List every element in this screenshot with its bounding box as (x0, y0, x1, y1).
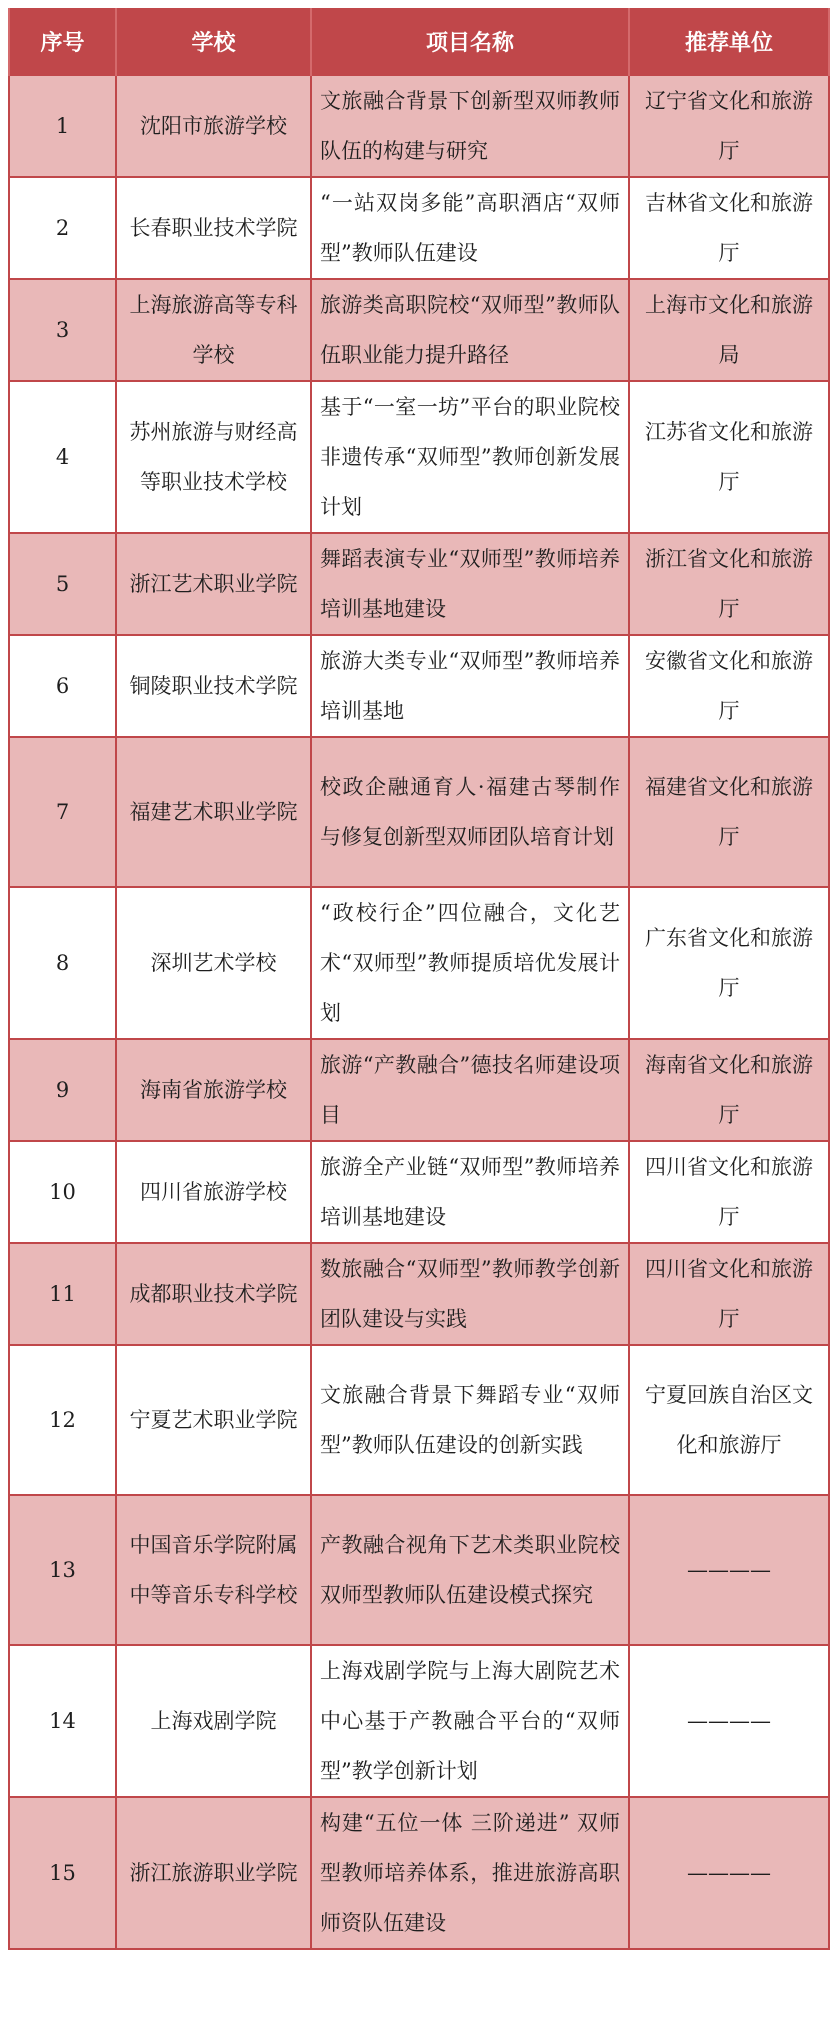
cell-project: 文旅融合背景下舞蹈专业“双师型”教师队伍建设的创新实践 (311, 1345, 629, 1495)
cell-project: 构建“五位一体 三阶递进” 双师型教师培养体系，推进旅游高职师资队伍建设 (311, 1797, 629, 1949)
cell-no: 4 (9, 381, 116, 533)
cell-unit: 吉林省文化和旅游厅 (629, 177, 829, 279)
cell-no: 3 (9, 279, 116, 381)
cell-no: 1 (9, 75, 116, 177)
cell-no: 15 (9, 1797, 116, 1949)
cell-project: “一站双岗多能”高职酒店“双师型”教师队伍建设 (311, 177, 629, 279)
table-row (9, 75, 829, 177)
table-row (9, 279, 829, 381)
cell-no: 10 (9, 1141, 116, 1243)
cell-project: 旅游全产业链“双师型”教师培养培训基地建设 (311, 1141, 629, 1243)
header-project: 项目名称 (311, 8, 629, 75)
cell-unit: 海南省文化和旅游厅 (629, 1039, 829, 1141)
cell-school: 浙江旅游职业学院 (116, 1797, 311, 1949)
cell-project: 上海戏剧学院与上海大剧院艺术中心基于产教融合平台的“双师型”教学创新计划 (311, 1645, 629, 1797)
cell-unit: 福建省文化和旅游厅 (629, 737, 829, 887)
cell-no: 9 (9, 1039, 116, 1141)
table-row (9, 1645, 829, 1797)
cell-unit: 浙江省文化和旅游厅 (629, 533, 829, 635)
cell-school: 铜陵职业技术学院 (116, 635, 311, 737)
table-row (9, 533, 829, 635)
cell-project: 产教融合视角下艺术类职业院校双师型教师队伍建设模式探究 (311, 1495, 629, 1645)
cell-school: 上海旅游高等专科学校 (116, 279, 311, 381)
cell-unit: 四川省文化和旅游厅 (629, 1141, 829, 1243)
cell-unit: 上海市文化和旅游局 (629, 279, 829, 381)
cell-unit: 四川省文化和旅游厅 (629, 1243, 829, 1345)
cell-project: 旅游“产教融合”德技名师建设项目 (311, 1039, 629, 1141)
cell-school: 沈阳市旅游学校 (116, 75, 311, 177)
table-row (9, 1495, 829, 1645)
cell-school: 四川省旅游学校 (116, 1141, 311, 1243)
table-row (9, 737, 829, 887)
cell-project: 旅游类高职院校“双师型”教师队伍职业能力提升路径 (311, 279, 629, 381)
cell-no: 6 (9, 635, 116, 737)
cell-project: 基于“一室一坊”平台的职业院校非遗传承“双师型”教师创新发展计划 (311, 381, 629, 533)
cell-no: 12 (9, 1345, 116, 1495)
table-row (9, 887, 829, 1039)
table-row (9, 381, 829, 533)
cell-school: 长春职业技术学院 (116, 177, 311, 279)
cell-unit: ———— (629, 1495, 829, 1645)
header-school: 学校 (116, 8, 311, 75)
cell-school: 深圳艺术学校 (116, 887, 311, 1039)
cell-no: 2 (9, 177, 116, 279)
table-row (9, 1243, 829, 1345)
cell-unit: 辽宁省文化和旅游厅 (629, 75, 829, 177)
cell-unit: 广东省文化和旅游厅 (629, 887, 829, 1039)
cell-unit: 安徽省文化和旅游厅 (629, 635, 829, 737)
cell-school: 福建艺术职业学院 (116, 737, 311, 887)
cell-no: 14 (9, 1645, 116, 1797)
cell-school: 中国音乐学院附属中等音乐专科学校 (116, 1495, 311, 1645)
cell-project: 数旅融合“双师型”教师教学创新团队建设与实践 (311, 1243, 629, 1345)
cell-unit: ———— (629, 1797, 829, 1949)
cell-unit: 江苏省文化和旅游厅 (629, 381, 829, 533)
header-no: 序号 (9, 8, 116, 75)
table-header-row (9, 8, 829, 75)
cell-unit: ———— (629, 1645, 829, 1797)
table-row (9, 635, 829, 737)
cell-no: 13 (9, 1495, 116, 1645)
table-row (9, 1039, 829, 1141)
table-row (9, 1141, 829, 1243)
table-row (9, 1345, 829, 1495)
cell-no: 5 (9, 533, 116, 635)
table-row (9, 1797, 829, 1949)
cell-school: 浙江艺术职业学院 (116, 533, 311, 635)
cell-project: 舞蹈表演专业“双师型”教师培养培训基地建设 (311, 533, 629, 635)
cell-project: “政校行企”四位融合，文化艺术“双师型”教师提质培优发展计划 (311, 887, 629, 1039)
project-table (8, 8, 830, 1950)
cell-school: 宁夏艺术职业学院 (116, 1345, 311, 1495)
cell-school: 上海戏剧学院 (116, 1645, 311, 1797)
cell-no: 11 (9, 1243, 116, 1345)
cell-no: 7 (9, 737, 116, 887)
cell-project: 校政企融通育人·福建古琴制作与修复创新型双师团队培育计划 (311, 737, 629, 887)
cell-no: 8 (9, 887, 116, 1039)
cell-school: 成都职业技术学院 (116, 1243, 311, 1345)
table-row (9, 177, 829, 279)
table-container (8, 8, 828, 1950)
cell-school: 苏州旅游与财经高等职业技术学校 (116, 381, 311, 533)
cell-school: 海南省旅游学校 (116, 1039, 311, 1141)
cell-unit: 宁夏回族自治区文化和旅游厅 (629, 1345, 829, 1495)
cell-project: 文旅融合背景下创新型双师教师队伍的构建与研究 (311, 75, 629, 177)
cell-project: 旅游大类专业“双师型”教师培养培训基地 (311, 635, 629, 737)
header-unit: 推荐单位 (629, 8, 829, 75)
